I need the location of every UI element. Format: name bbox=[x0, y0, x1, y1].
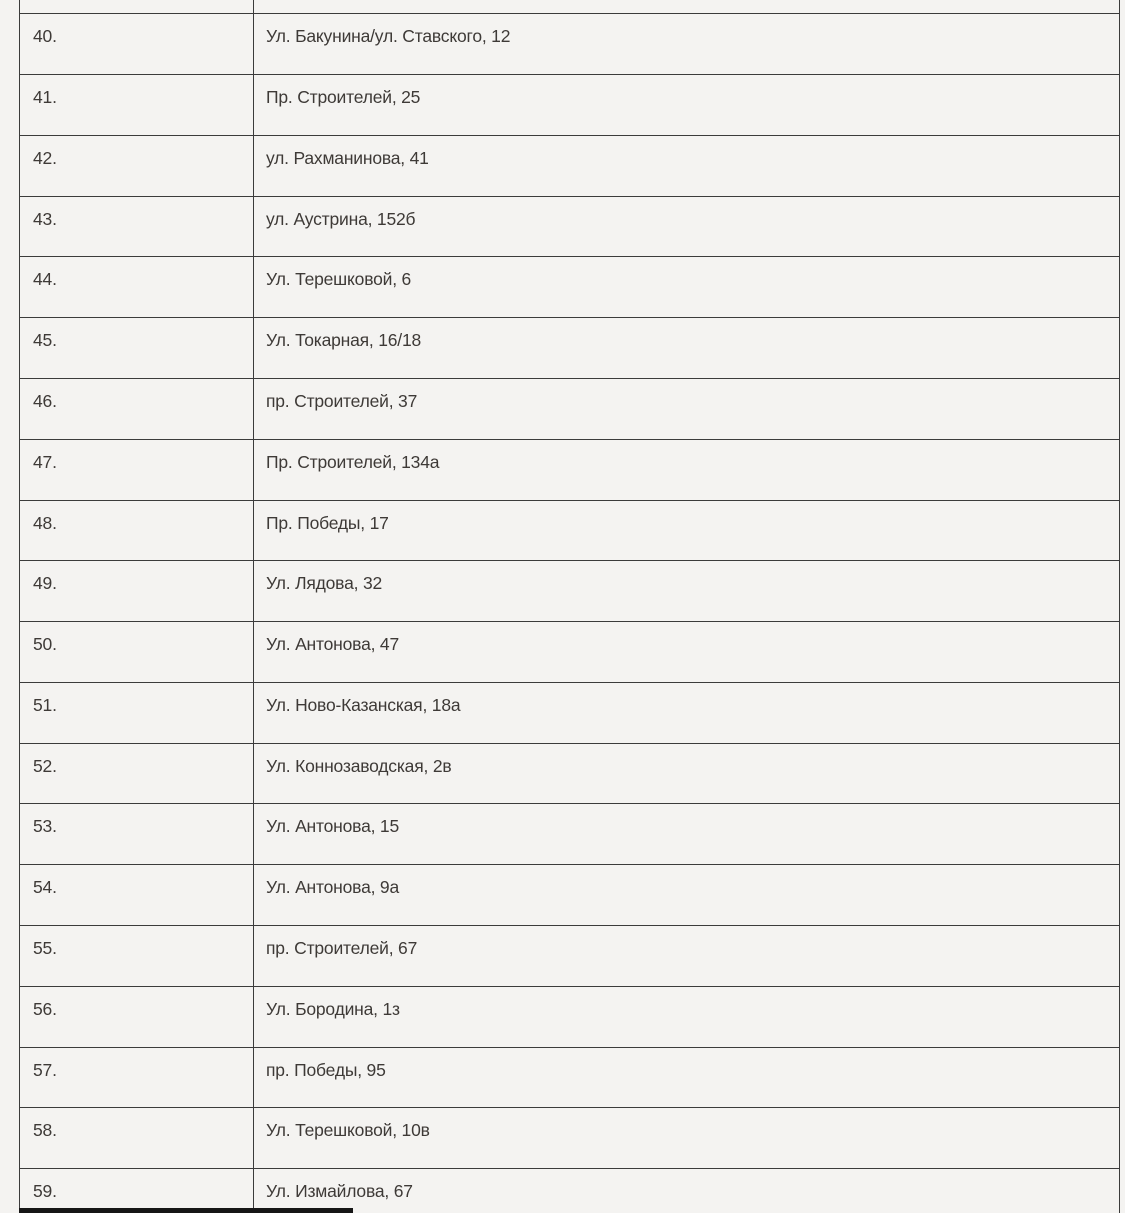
row-number-cell: 49. bbox=[20, 561, 254, 621]
row-number-cell: 47. bbox=[20, 440, 254, 500]
row-address-cell: Ул. Антонова, 47 bbox=[266, 634, 399, 655]
row-address-cell: Ул. Токарная, 16/18 bbox=[266, 330, 422, 351]
address-table bbox=[19, 0, 1120, 1213]
row-address-cell: Ул. Терешковой, 10в bbox=[266, 1120, 430, 1141]
table-row bbox=[20, 317, 1119, 378]
table-row bbox=[20, 925, 1119, 986]
table-row bbox=[20, 621, 1119, 682]
row-address-cell: Ул. Антонова, 9а bbox=[266, 877, 399, 898]
table-row-partial bbox=[20, 0, 1119, 13]
table-row bbox=[20, 74, 1119, 135]
row-number-cell: 42. bbox=[20, 136, 254, 196]
row-address-cell bbox=[254, 0, 1119, 13]
table-row bbox=[20, 986, 1119, 1047]
row-number-cell: 53. bbox=[20, 804, 254, 864]
row-number-cell: 54. bbox=[20, 865, 254, 925]
table-row bbox=[20, 135, 1119, 196]
row-address-cell: Пр. Строителей, 25 bbox=[266, 87, 421, 108]
table-row bbox=[20, 682, 1119, 743]
table-row bbox=[20, 743, 1119, 804]
table-rows bbox=[20, 13, 1119, 1213]
row-address-cell: пр. Строителей, 67 bbox=[266, 938, 418, 959]
row-address-cell: Ул. Коннозаводская, 2в bbox=[266, 755, 452, 776]
table-row bbox=[20, 1047, 1119, 1108]
row-number-cell bbox=[20, 0, 254, 13]
row-number-cell: 51. bbox=[20, 683, 254, 743]
row-number-cell: 58. bbox=[20, 1108, 254, 1168]
table-row bbox=[20, 196, 1119, 257]
bottom-partial-black-bar bbox=[19, 1208, 353, 1213]
row-address-cell: Пр. Строителей, 134а bbox=[266, 451, 440, 472]
row-number-cell: 50. bbox=[20, 622, 254, 682]
row-number-cell: 44. bbox=[20, 257, 254, 317]
row-number-cell: 56. bbox=[20, 987, 254, 1047]
table-row bbox=[20, 1107, 1119, 1168]
row-address-cell: Пр. Победы, 17 bbox=[266, 512, 389, 533]
row-number-cell: 46. bbox=[20, 379, 254, 439]
table-row bbox=[20, 560, 1119, 621]
table-row bbox=[20, 1168, 1119, 1213]
row-address-cell: Ул. Бакунина/ул. Ставского, 12 bbox=[266, 26, 511, 47]
row-number-cell: 40. bbox=[20, 14, 254, 74]
table-row bbox=[20, 439, 1119, 500]
row-address-cell: Ул. Антонова, 15 bbox=[266, 816, 399, 837]
row-number-cell: 57. bbox=[20, 1048, 254, 1108]
row-number-cell: 55. bbox=[20, 926, 254, 986]
table-row bbox=[20, 256, 1119, 317]
row-number-cell: 41. bbox=[20, 75, 254, 135]
row-number-cell: 43. bbox=[20, 197, 254, 257]
row-address-cell: пр. Победы, 95 bbox=[266, 1059, 386, 1080]
row-address-cell: Ул. Лядова, 32 bbox=[266, 573, 383, 594]
row-address-cell: пр. Строителей, 37 bbox=[266, 390, 418, 411]
row-address-cell: Ул. Терешковой, 6 bbox=[266, 269, 412, 290]
table-row bbox=[20, 803, 1119, 864]
row-address-cell: ул. Рахманинова, 41 bbox=[266, 147, 429, 168]
table-row bbox=[20, 13, 1119, 74]
table-row bbox=[20, 500, 1119, 561]
row-address-cell: Ул. Ново-Казанская, 18а bbox=[266, 694, 461, 715]
table-row bbox=[20, 864, 1119, 925]
row-address-cell: ул. Аустрина, 152б bbox=[266, 208, 416, 229]
row-number-cell: 48. bbox=[20, 501, 254, 561]
row-number-cell: 59. bbox=[20, 1169, 254, 1213]
row-address-cell: Ул. Бородина, 1з bbox=[266, 998, 400, 1019]
row-number-cell: 45. bbox=[20, 318, 254, 378]
row-address-cell: Ул. Измайлова, 67 bbox=[266, 1181, 413, 1202]
row-number-cell: 52. bbox=[20, 744, 254, 804]
table-row bbox=[20, 378, 1119, 439]
